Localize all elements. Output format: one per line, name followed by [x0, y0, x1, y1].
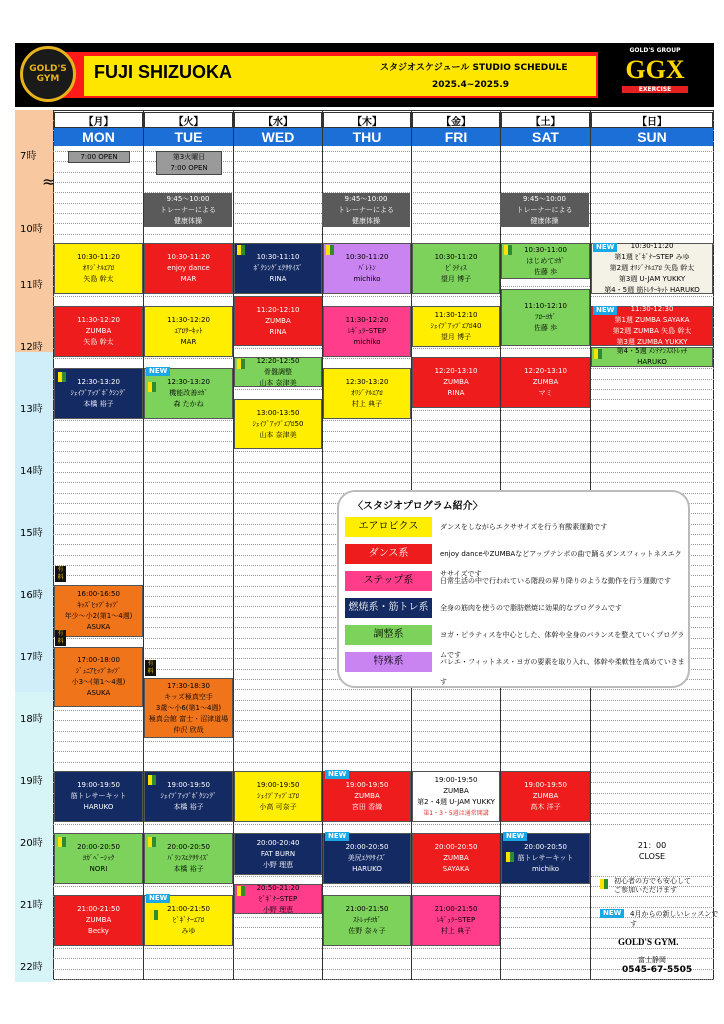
- class-block[interactable]: 12:20-13:10 ZUMBA RINA: [412, 357, 500, 408]
- legend-category-label: 燃焼系・筋トレ系: [345, 598, 432, 618]
- time-label: 13時: [20, 404, 43, 415]
- class-block[interactable]: 11:30-12:20 ｴｱﾛｻｰｷｯﾄ MAR: [144, 306, 233, 357]
- beginner-icon: [326, 245, 334, 255]
- beginner-icon: [237, 359, 245, 369]
- class-block[interactable]: 20:50-21:20 ﾋﾞｷﾞﾅｰSTEP 小野 理恵: [234, 884, 322, 914]
- grid-line: [53, 431, 714, 432]
- class-block[interactable]: 20:00-20:50 ﾖｶﾞﾍﾞｰｼｯｸ NORI: [54, 833, 143, 884]
- grid-line: [53, 472, 714, 473]
- beginner-icon: [150, 910, 158, 920]
- sunday-close-note: 21：00 CLOSE: [591, 833, 713, 869]
- class-block[interactable]: 21:00-21:50 ﾚｷﾞｭﾗｰSTEP 村上 典子: [412, 895, 500, 946]
- trainer-exercise-sat: 9:45～10:00 トレーナーによる 健康体操: [500, 193, 589, 227]
- legend-category-label: 調整系: [345, 625, 432, 645]
- class-block[interactable]: 10:30-11:20 ﾋﾟﾗﾃｨｽ 望月 博子: [412, 243, 500, 294]
- day-header-en: WED: [234, 128, 322, 146]
- ggx-logo: GOLD'S GROUP GGX EXERCISE: [600, 45, 710, 105]
- class-block[interactable]: 17:00-18:00 ｼﾞｭﾆｱﾋｯﾌﾟﾎｯﾌﾟ 小3～(第1～4週) ASUKA: [54, 647, 143, 707]
- time-label: 19時: [20, 776, 43, 787]
- class-block[interactable]: 17:30-18:30 キッズ極真空手 3歳～小6(第1～4週) 極真会館 富士・沼津道場 仲沢 欣哉: [144, 678, 233, 738]
- mon-open-note: 7:00 OPEN: [68, 151, 130, 163]
- tue-open-note: 第3火曜日 7:00 OPEN: [156, 151, 222, 175]
- grid-line: [53, 451, 714, 452]
- trainer-exercise-thu: 9:45～10:00 トレーナーによる 健康体操: [322, 193, 410, 227]
- new-badge: NEW: [600, 909, 624, 918]
- time-label: 16時: [20, 590, 43, 601]
- class-block[interactable]: 19:00-19:50 筋トレサーキット HARUKO: [54, 771, 143, 822]
- time-label: 22時: [20, 962, 43, 973]
- page-title: FUJI SHIZUOKA: [94, 62, 233, 82]
- time-label: 10時: [20, 224, 43, 235]
- golds-gym-wordmark: GOLD'S GYM.: [618, 937, 679, 947]
- legend-category-desc: 日常生活の中で行われている階段の昇り降りのような動作を行う運動です: [440, 577, 671, 585]
- new-legend-text: 4月からの新しいレッスンです: [630, 910, 719, 928]
- grid-line: [53, 151, 714, 152]
- class-block[interactable]: 12:30-13:20 機能改善ﾖｶﾞ 森 たかね: [144, 368, 233, 419]
- new-badge: NEW: [503, 832, 527, 841]
- time-label: 15時: [20, 528, 43, 539]
- legend-category-label: ダンス系: [345, 544, 432, 564]
- grid-line: [53, 296, 714, 297]
- beginner-icon: [148, 837, 156, 847]
- grid-line: [53, 762, 714, 763]
- beginner-icon: [58, 372, 66, 382]
- grid-line: [53, 420, 714, 421]
- class-block[interactable]: 19:00-19:50 ｼｪｲﾌﾟｱｯﾌﾟﾎﾞｸｼﾝｸﾞ 本橋 裕子: [144, 771, 233, 822]
- beginner-icon: [148, 382, 156, 392]
- golds-gym-logo: GOLD'S GYM: [20, 46, 76, 102]
- time-label: 14時: [20, 466, 43, 477]
- class-block[interactable]: 10:30-11:00 はじめてﾖｶﾞ 佐藤 歩: [501, 243, 590, 279]
- beginner-icon: [148, 775, 156, 785]
- day-header-thu: [323, 112, 411, 146]
- grid-line: [53, 741, 714, 742]
- beginner-icon: [504, 245, 512, 255]
- class-block[interactable]: 10:30-11:20 ﾊﾞﾚﾄﾝ michiko: [323, 243, 411, 294]
- grid-line: [53, 441, 714, 442]
- class-block[interactable]: 20:00-20:50 美尻ｴｸｻｻｲｽﾞ HARUKO: [323, 833, 411, 884]
- class-block[interactable]: 11:20-12:10 ZUMBA RINA: [234, 296, 322, 346]
- grid-line: [53, 958, 714, 959]
- grid-line: [53, 172, 714, 173]
- class-block[interactable]: 第4・5週 ﾒﾝﾃﾅﾝｽｽﾄﾚｯﾁ HARUKO: [591, 347, 713, 367]
- class-block[interactable]: 19:00-19:50 ZUMBA 宮田 香織: [323, 771, 411, 822]
- class-block[interactable]: 20:00-20:50 筋トレサーキット michiko: [501, 833, 590, 884]
- legend-category-label: ステップ系: [345, 571, 432, 591]
- day-header-en: SUN: [591, 128, 713, 146]
- class-block[interactable]: 21:00-21:50 ｽﾄﾚｯﾁﾖｶﾞ 佐野 奈々子: [323, 895, 411, 946]
- day-header-jp: 【木】: [323, 112, 411, 128]
- new-badge: NEW: [146, 367, 170, 376]
- legend-category-label: 特殊系: [345, 652, 432, 672]
- grid-line: [53, 979, 714, 980]
- day-header-fri: [412, 112, 500, 146]
- day-header-jp: 【日】: [591, 112, 713, 128]
- class-block[interactable]: 11:30-12:20 ZUMBA 矢島 幹太: [54, 306, 143, 357]
- gym-branch-name: 富士静岡: [638, 956, 666, 964]
- legend-title: 〈スタジオプログラム紹介〉: [353, 501, 483, 512]
- new-badge: NEW: [325, 832, 349, 841]
- class-block[interactable]: 12:20-13:10 ZUMBA マミ: [501, 357, 590, 408]
- time-label: 20時: [20, 838, 43, 849]
- legend-category-desc: 全身の筋肉を使うので脂肪燃焼に効果的なプログラムです: [440, 604, 622, 612]
- grid-line: [53, 751, 714, 752]
- grid-line: [53, 824, 714, 825]
- class-block[interactable]: 12:30-13:20 ｼｪｲﾌﾟｱｯﾌﾟﾎﾞｸｼﾝｸﾞ 本橋 裕子: [54, 368, 143, 419]
- class-block[interactable]: 10:30-11:20 enjoy dance MAR: [144, 243, 233, 294]
- day-header-jp: 【月】: [54, 112, 143, 128]
- time-label: 12時: [20, 342, 43, 353]
- new-badge: NEW: [146, 894, 170, 903]
- class-block[interactable]: 19:00-19:50 ｼｪｲﾌﾟｱｯﾌﾟｴｱﾛ 小高 可奈子: [234, 771, 322, 822]
- class-block[interactable]: 12:30-13:20 ｵﾘｼﾞﾅﾙｴｱﾛ 村上 典子: [323, 368, 411, 419]
- legend-category-desc: enjoy danceやZUMBAなどアップテンポの曲で踊るダンスフィットネスエクササイズです: [440, 550, 682, 578]
- legend-category-desc: ヨガ・ピラティスを中心とした、体幹や全身のバランスを整えていくプログラムです: [440, 631, 685, 659]
- class-block[interactable]: 11:30-12:20 ﾚｷﾞｭﾗｰSTEP michiko: [323, 306, 411, 357]
- day-header-en: FRI: [412, 128, 500, 146]
- day-header-en: THU: [323, 128, 411, 146]
- class-block[interactable]: 21:00-21:50 ZUMBA Becky: [54, 895, 143, 946]
- class-block[interactable]: 20:00-20:50 ﾊﾞﾗﾝｽｴｸｻｻｲｽﾞ 本橋 裕子: [144, 833, 233, 884]
- paid-badge: 有料: [55, 630, 66, 646]
- class-block[interactable]: 13:00-13:50 ｼｪｲﾌﾟｱｯﾌﾟｴｱﾛ50 山本 奈津美: [234, 399, 322, 449]
- beginner-legend-text: 初心者の方でも安心して ご参加いただけます: [614, 877, 691, 894]
- class-block[interactable]: 16:00-16:50 ｷｯｽﾞﾋｯﾌﾟﾎｯﾌﾟ 年少～小2(第1～4週) ASUKA: [54, 585, 143, 637]
- day-header-tue: [144, 112, 233, 146]
- beginner-icon: [58, 837, 66, 847]
- trainer-exercise-tue: 9:45～10:00 トレーナーによる 健康体操: [144, 193, 232, 227]
- paid-badge: 有料: [55, 566, 66, 582]
- grid-line: [53, 482, 714, 483]
- paid-badge: 有料: [145, 660, 156, 676]
- time-label: 21時: [20, 900, 43, 911]
- day-header-sat: [501, 112, 590, 146]
- class-block[interactable]: 10:30-11:10 ﾎﾞｸｼﾝｸﾞｴｸｻｻｲｽﾞ RINA: [234, 243, 322, 294]
- grid-line: [53, 234, 714, 235]
- beginner-icon: [237, 245, 245, 255]
- class-block[interactable]: 20:00-20:50 ZUMBA SAYAKA: [412, 833, 500, 884]
- class-block[interactable]: 19:00-19:50 ZUMBA 高木 洋子: [501, 771, 590, 822]
- legend-category-desc: バレエ・フィットネス・ヨガの要素を取り入れ、体幹や柔軟性を高めていきます: [440, 658, 685, 686]
- grid-line: [53, 948, 714, 949]
- class-block[interactable]: 20:00-20:40 FAT BURN 小野 理恵: [234, 833, 322, 875]
- beginner-icon: [237, 886, 245, 896]
- time-label: 11時: [20, 280, 43, 291]
- day-header-en: SAT: [501, 128, 590, 146]
- class-block[interactable]: 10:30-11:20 第1週 ﾋﾞｷﾞﾅｰSTEP みゆ 第2週 ｵﾘｼﾞﾅﾙｴｱﾛ 矢島 幹太 第3週 U-JAM YUKKY 第4・5週 筋ﾄﾚｻｰｷｯﾄ HARUKO: [591, 243, 713, 294]
- beginner-icon: [600, 879, 608, 889]
- schedule-period: 2025.4~2025.9: [432, 80, 510, 90]
- day-header-wed: [234, 112, 322, 146]
- day-header-jp: 【火】: [144, 112, 233, 128]
- day-header-sun: [591, 112, 713, 146]
- day-header-jp: 【土】: [501, 112, 590, 128]
- day-header-en: TUE: [144, 128, 233, 146]
- class-block[interactable]: 11:10-12:10 ﾌﾛｰﾖｶﾞ 佐藤 歩: [501, 289, 590, 346]
- schedule-subtitle: スタジオスケジュール STUDIO SCHEDULE: [380, 63, 568, 73]
- beginner-icon: [506, 852, 514, 862]
- class-block[interactable]: 19:00-19:50 ZUMBA 第2・4週 U-JAM YUKKY 第1・3・5週は通常開講: [412, 771, 500, 822]
- grid-line: [53, 969, 714, 970]
- new-badge: NEW: [325, 770, 349, 779]
- gym-phone: 0545-67-5505: [622, 965, 693, 975]
- time-label: 18時: [20, 714, 43, 725]
- day-header-jp: 【金】: [412, 112, 500, 128]
- day-header-mon: [54, 112, 143, 146]
- new-badge: NEW: [593, 306, 617, 315]
- new-badge: NEW: [593, 243, 617, 252]
- grid-line: [53, 462, 714, 463]
- day-header-en: MON: [54, 128, 143, 146]
- day-header-jp: 【水】: [234, 112, 322, 128]
- class-block[interactable]: 10:30-11:20 ｵﾘｼﾞﾅﾙｴｱﾛ 矢島 幹太: [54, 243, 143, 294]
- time-label: 17時: [20, 652, 43, 663]
- class-block[interactable]: 12:20-12:50 骨盤調整 山本 奈津美: [234, 357, 322, 387]
- legend-category-desc: ダンスをしながらエクササイズを行う有酸素運動です: [440, 523, 608, 531]
- class-block[interactable]: 21:00-21:50 ﾋﾞｷﾞﾅｰｴｱﾛ みゆ: [144, 895, 233, 946]
- class-block[interactable]: 11:30-12:30 第1週 ZUMBA SAYAKA 第2週 ZUMBA 矢島 幹太 第3週 ZUMBA YUKKY: [591, 306, 713, 346]
- grid-line: [53, 182, 714, 183]
- class-block[interactable]: 11:30-12:10 ｼｪｲﾌﾟｱｯﾌﾟｴｱﾛ40 望月 博子: [412, 306, 500, 347]
- time-break-mark: ≈: [42, 172, 56, 191]
- beginner-icon: [594, 349, 602, 359]
- legend-category-label: エアロビクス: [345, 517, 432, 537]
- time-label: 7時: [20, 151, 37, 162]
- grid-line: [53, 161, 714, 162]
